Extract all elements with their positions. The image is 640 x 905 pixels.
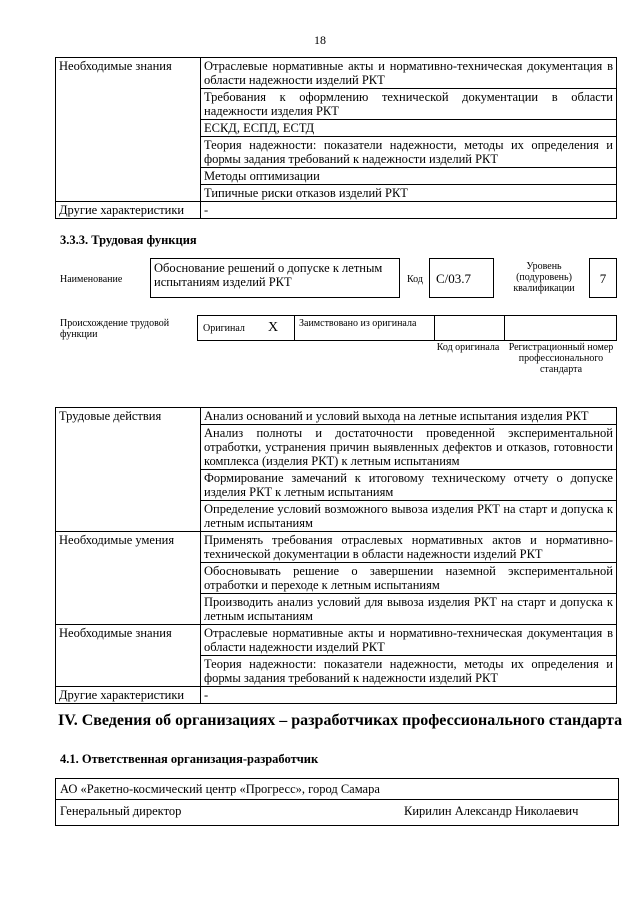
section-heading-41: 4.1. Ответственная организация-разработчик [60,752,319,766]
knowledge-item: ЕСКД, ЕСПД, ЕСТД [201,120,617,137]
section-heading-333: 3.3.3. Трудовая функция [60,233,197,247]
action-item: Формирование замечаний к итоговому техническому отчету о допуске изделия РКТ к летным испытаниям [201,470,617,501]
director-position: Генеральный директор [60,804,182,818]
code-box [429,258,494,298]
name-label: Наименование [60,274,123,285]
level-box [589,258,617,298]
page-number: 18 [314,33,326,47]
origin-label: Происхождение трудовой функции [60,318,170,340]
code-value: С/03.7 [436,271,472,286]
skill-item: Обосновывать решение о завершении наземной экспериментальной отработки и переходе к летным испытаниям [201,563,617,594]
knowledge-label: Необходимые знания [56,58,201,202]
function-name-box [150,258,400,298]
skill-item: Применять требования отраслевых нормативных актов и нормативно-технической документации в области надежности изделий РКТ [201,532,617,563]
knowledge-item: Требования к оформлению технической документации в области надежности изделия РКТ [201,89,617,120]
origin-divider [504,316,505,340]
actions-label: Трудовые действия [56,408,201,532]
origin-table [197,315,617,341]
action-item: Анализ полноты и достаточности проведенной экспериментальной отработки, устранения причин выявленных дефектов и отказов, готовности комплекса (изделия РКТ) к летным испытаниям [201,425,617,470]
knowledge-item: Теория надежности: показатели надежности, методы их определения и формы задания требований к надежности изделий РКТ [201,656,617,687]
original-label: Оригинал [203,323,245,334]
action-item: Определение условий возможного вывоза изделия РКТ на старт и допуска к летным испытаниям [201,501,617,532]
section-heading-iv: IV. Сведения об организациях – разработчиках профессионального стандарта [58,712,623,729]
code-original-label: Код оригинала [436,342,500,353]
origin-divider [434,316,435,340]
director-row [55,799,619,826]
knowledge-table-top [55,57,617,219]
action-item: Анализ оснований и условий выхода на летные испытания изделия РКТ [201,408,617,425]
org-name: АО «Ракетно-космический центр «Прогресс», город Самара [60,782,380,796]
reg-number-label: Регистрационный номер профессионального стандарта [508,342,614,375]
director-name: Кирилин Александр Николаевич [404,804,579,818]
knowledge-item: Отраслевые нормативные акты и нормативно-техническая документация в области надежности изделий РКТ [201,625,617,656]
function-name: Обоснование решений о допуске к летным испытаниям изделий РКТ [154,261,383,289]
knowledge-item: Теория надежности: показатели надежности, методы их определения и формы задания требований к надежности изделий РКТ [201,137,617,168]
knowledge-item: Методы оптимизации [201,168,617,185]
level-label: Уровень (подуровень) квалификации [513,261,575,294]
origin-divider [294,316,295,340]
labor-function-table [55,407,617,704]
knowledge-label: Необходимые знания [56,625,201,687]
knowledge-item: Отраслевые нормативные акты и нормативно-техническая документация в области надежности изделий РКТ [201,58,617,89]
org-row [55,778,619,800]
borrowed-label: Заимствовано из оригинала [299,318,417,329]
other-label: Другие характеристики [56,687,201,704]
code-label: Код [407,274,423,285]
knowledge-item: Типичные риски отказов изделий РКТ [201,185,617,202]
other-label: Другие характеристики [56,202,201,219]
other-value: - [201,202,617,219]
skill-item: Производить анализ условий для вывоза изделия РКТ на старт и допуска к летным испытаниям [201,594,617,625]
skills-label: Необходимые умения [56,532,201,625]
level-value: 7 [599,271,607,286]
original-mark: X [268,320,279,335]
other-value: - [201,687,617,704]
